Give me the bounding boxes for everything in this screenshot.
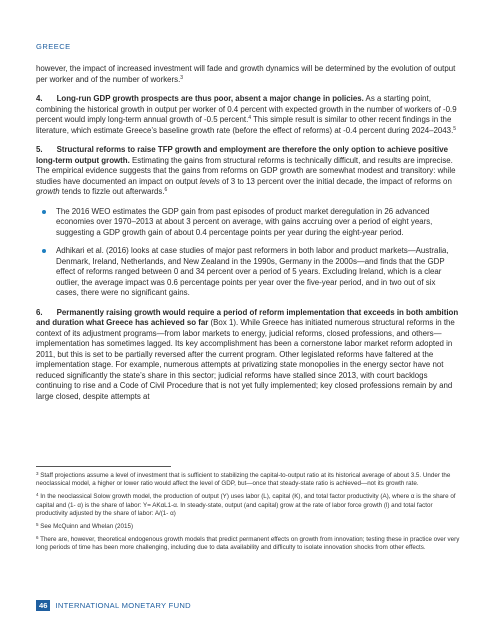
footnote-ref: 3 [180,74,184,81]
footer-label: INTERNATIONAL MONETARY FUND [55,601,191,610]
paragraph-number: 6. [36,307,43,317]
footnote: $^6$ There are, however, theoretical endogenous growth models that predict permanent effects on growth from innovation; testing these in practice over very long periods of time has been more challenging, including due to data availability and difficulty to isolate innovation shocks from other effects. [36,535,460,552]
footnotes [36,472,460,558]
paragraph-5: 5. Structural reforms to raise TFP growth and employment are therefore the only option to achieve positive long-term output growth. Estimating the gains from structural reforms is technically difficult, and results are imprecise. The empirical evidence suggests that the gains from reforms on GDP growth are somewhat modest and transitory: while studies have documented an impact on output levels of 3 to 13 percent over the initial decade, the impact of reforms on growth tends to fizzle out afterwards.$^6$ [36,145,456,196]
page-number: 46 [36,600,50,611]
paragraph-number: 4. [36,94,43,103]
footnote-ref: 5 [453,125,457,132]
footnote: $^5$ See McQuinn and Whelan (2015) [36,522,134,531]
bullet-item: Adhikari et al. (2016) looks at case studies of major past reformers in both labor and product markets—Australia, Denmark, Ireland, Netherlands, and New Zealand in the 1990s, Germany in the 2000s—and finds that the GDP effect of reforms ranged between 0 and 34 percent over a period of 5 years. Excluding Ireland, which is a clear outlier, the average impact was 0.6 percentage points per year over the five-year period, and in two out of six cases, there were no significant gains. [56,246,460,299]
paragraph-number: 5. [36,145,43,154]
footnote-ref: 4 [248,115,252,121]
emphasis-growth: growth [36,187,60,196]
page-footer [36,600,191,611]
bullet-item: The 2016 WEO estimates the GDP gain from past episodes of product market deregulation in 26 advanced economies over 1970–2013 at about 3 percent on average, with gains accruing over a period of eight years, suggesting a GDP growth gain of about 0.4 percentage points per year during the eight-year period. [56,207,460,239]
footnote-divider [36,466,171,467]
emphasis-levels: levels [199,176,220,186]
opening-paragraph: however, the impact of increased investment will fade and growth dynamics will be determined by the evolution of output per worker and of the number of workers.$^3$ [36,64,456,84]
paragraph-4: 4. Long-run GDP growth prospects are thus poor, absent a major change in policies. As a starting point, combining the historical growth in output per worker of 0.4 percent with expected growth in the number of workers of -0.9 percent would imply long-term annual growth of -0.5 percent.$^4$ This simple result is similar to other recent findings in the literature, which estimate Greece’s baseline growth rate (before the effect of reforms) at -0.4 percent during 2024–2043.$^5$ [36,94,457,135]
footnote: $^4$ In the neoclassical Solow growth model, the production of output (Y) uses labor (L), capital (K), and total factor productivity (A), where α is the share of capital and (1- α) is the share of labor: Y= AKαL1-α. In steady-state, output (and capital) grow at the rate of labor force growth (l) and total factor productivity adjusted by the share of labor: A/(1- α) [36,492,456,517]
paragraph-lead: Structural reforms to raise TFP growth and employment are therefore the only option to achieve positive long-term output growth. [36,145,448,165]
paragraph-lead: Long-run GDP growth prospects are thus poor, absent a major change in policies. [56,94,364,103]
bullet-list [36,207,460,299]
body-text [36,64,460,411]
paragraph-lead: Permanently raising growth would require a period of reform implementation that exceeds in both ambition and duration what Greece has achieved so far [36,307,459,327]
paragraph-6: 6. Permanently raising growth would require a period of reform implementation that exceeds in both ambition and duration what Greece has achieved so far (Box 1). While Greece has initiated numerous structural reforms in the context of its adjustment programs—from labor markets to energy, judicial reforms, closed professions, and others—implementation has sometimes lagged. Its key accomplishment has been a cornerstone labor market reform adopted in 2011, but this is set to be partially reversed after the current program. Other legislated reforms have faltered at the implementation stage. For example, numerous attempts at privatizing state monopolies in the energy sector have not reduced significantly the state’s share in this sector; judicial reforms have stalled since 2013, with court backlogs continuing to rise and a Code of Civil Procedure that is not yet fully implemented; key closed professions remain by and large closed, despite attempts at [36,307,459,401]
footnote: $^3$ Staff projections assume a level of investment that is sufficient to stabilizing the capital-to-output ratio at its historical average of about 3.5. Under the neoclassical model, a higher or lower ratio would affect the level of GDP, but—once that steady-state ratio is achieved—not its growth rate. [36,471,451,488]
running-header: GREECE [36,42,71,51]
footnote-ref: 6 [164,187,168,193]
